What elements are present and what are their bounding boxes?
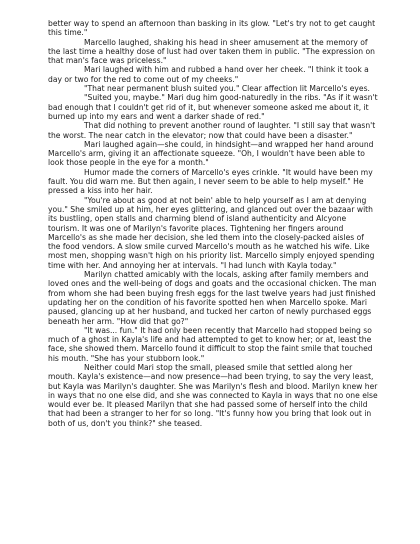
paragraph-2: Marcello laughed, shaking his head in sheer amusement at the memory of the last time a healthy dose of lust had over taken them in public. "The expression on that man's face was priceless." xyxy=(48,37,375,66)
paragraph-4: "That near permanent blush suited you." Clear affection lit Marcello's eyes. xyxy=(84,84,370,94)
paragraph-9: "You're about as good at not bein' able to help yourself as I am at denying you." She smiled up at him, her eyes glittering, and glanced out over the bazaar with its bustling, open stalls and charming blend of island authenticity and Alcyone tourism. It was one of Marilyn's favorite places. Tightening her fingers around Marcello's as she made her decision, she led them into the closely-packed aisles of the food vendors. A slow smile curved Marcello's mouth as he watched his wife. Like most men, shopping wasn't high on his priority list. Marcello simply enjoyed spending time with her. And annoying her at intervals. "I had lunch with Kayla today." xyxy=(48,195,375,270)
paragraph-7: Mari laughed again—she could, in hindsight—and wrapped her hand around Marcello's arm, giving it an affectionate squeeze. "Oh, I wouldn't have been able to look those people in the eye for a month." xyxy=(48,139,374,168)
document-page xyxy=(48,19,378,428)
paragraph-8: Humor made the corners of Marcello's eyes crinkle. "It would have been my fault. You did warn me. But then again, I never seem to be able to help myself." He pressed a kiss into her hair. xyxy=(48,167,373,196)
paragraph-11: "It was... fun." It had only been recently that Marcello had stopped being so much of a ghost in Kayla's life and had attempted to get to know her; or at, least the face, she showed them. Marcello found it difficult to stop the faint smile that touched his mouth. "She has your stubborn look." xyxy=(48,325,373,363)
paragraph-12: Neither could Mari stop the small, pleased smile that settled along her mouth. Kayla's existence—and now presence—had been trying, to say the very least, but Kayla was Marilyn's daughter. She was Marilyn's flesh and blood. Marilyn knew her in ways that no one else did, and she was connected to Kayla in ways that no one else would ever be. It pleased Marilyn that she had passed some of herself into the child that had been a stranger to her for so long. "It's funny how you bring that look out in both of us, don't you think?" she teased. xyxy=(48,362,378,428)
paragraph-3: Mari laughed with him and rubbed a hand over her cheek. "I think it took a day or two for the red to come out of my cheeks." xyxy=(48,65,369,84)
paragraph-5: "Suited you, maybe." Mari dug him good-naturedly in the ribs. "As if it wasn't bad enough that I couldn't get rid of it, but whenever someone asked me about it, it burned up into my ears and went a darker shade of red." xyxy=(48,93,378,121)
paragraph-6: That did nothing to prevent another round of laughter. "I still say that wasn't the worst. The near catch in the elevator; now that could have been a disaster." xyxy=(48,121,376,140)
paragraph-10: Marilyn chatted amicably with the locals, asking after family members and loved ones and the well-being of dogs and goats and the occasional chicken. The man from whom she had been buying fresh eggs for the last twelve years had just finished updating her on the condition of his favorite spotted hen when Marcello spoke. Mari paused, glancing up at her husband, and tucked her carton of newly purchased eggs beneath her arm. "How did that go?" xyxy=(48,270,377,326)
paragraph-1: better way to spend an afternoon than basking in its glow. "Let's try not to get caught this time." xyxy=(48,19,376,38)
